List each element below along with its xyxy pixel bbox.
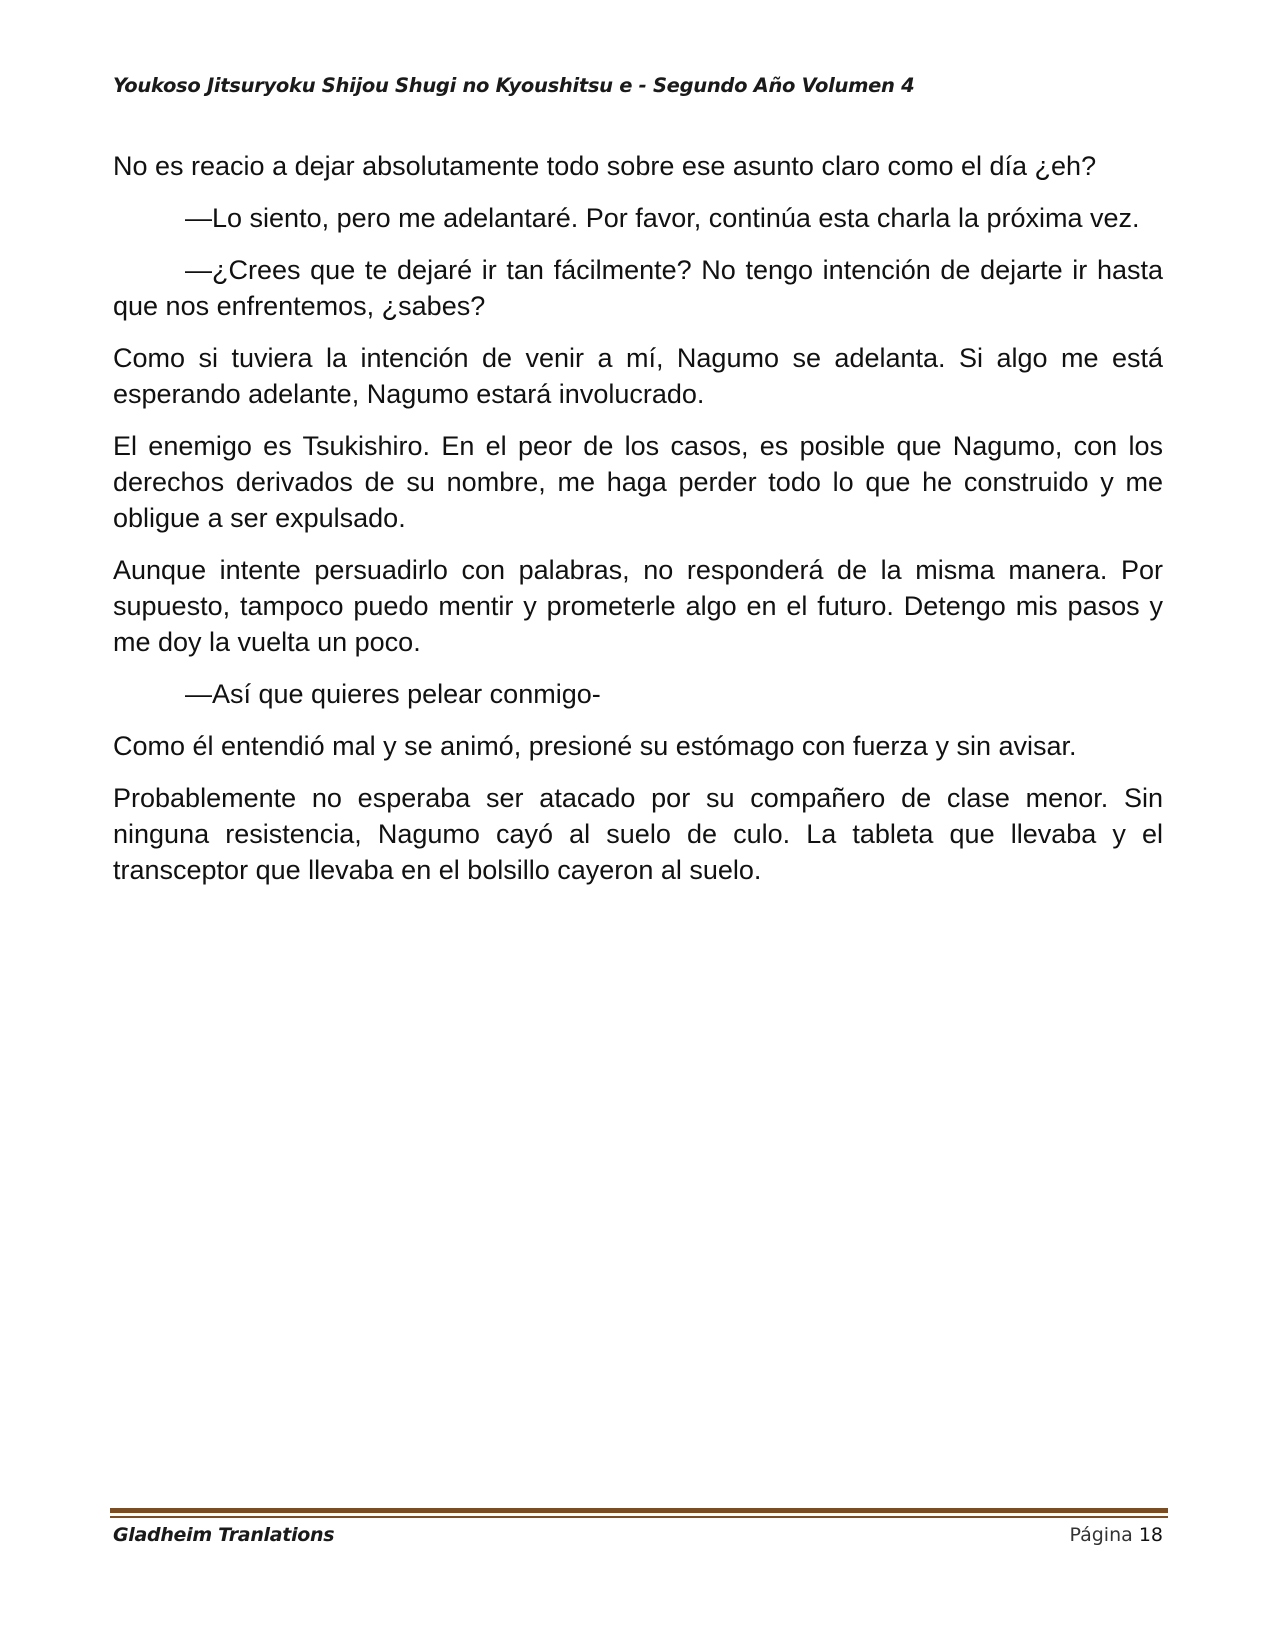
footer-divider-thin bbox=[110, 1516, 1168, 1518]
paragraph-2-dialogue: —Lo siento, pero me adelantaré. Por favor, continúa esta charla la próxima vez. bbox=[185, 203, 1140, 233]
paragraph-4: Como si tuviera la intención de venir a mí, Nagumo se adelanta. Si algo me está esperando adelante, Nagumo estará involucrado. bbox=[113, 343, 1163, 409]
footer-page-number bbox=[1069, 1524, 1163, 1546]
paragraph-8: Como él entendió mal y se animó, presioné su estómago con fuerza y sin avisar. bbox=[113, 731, 1077, 761]
footer-publisher: Gladheim Tranlations bbox=[113, 1524, 335, 1546]
paragraph-9: Probablemente no esperaba ser atacado por su compañero de clase menor. Sin ninguna resistencia, Nagumo cayó al suelo de culo. La tableta que llevaba y el transceptor que llevaba en el bolsillo cayeron al suelo. bbox=[113, 783, 1163, 885]
paragraph-7-dialogue: —Así que quieres pelear conmigo- bbox=[185, 679, 601, 709]
paragraph-3-dialogue: —¿Crees que te dejaré ir tan fácilmente? No tengo intención de dejarte ir hasta que nos enfrentemos, ¿sabes? bbox=[113, 255, 1163, 321]
running-header: Youkoso Jitsuryoku Shijou Shugi no Kyoushitsu e - Segundo Año Volumen 4 bbox=[113, 74, 915, 97]
paragraph-1: No es reacio a dejar absolutamente todo sobre ese asunto claro como el día ¿eh? bbox=[113, 151, 1097, 181]
page-label: Página bbox=[1069, 1524, 1133, 1546]
footer-divider-thick bbox=[110, 1508, 1168, 1513]
page-number: 18 bbox=[1138, 1524, 1163, 1546]
paragraph-6: Aunque intente persuadirlo con palabras, no responderá de la misma manera. Por supuesto, tampoco puedo mentir y prometerle algo en el futuro. Detengo mis pasos y me doy la vuelta un poco. bbox=[113, 555, 1163, 657]
paragraph-5: El enemigo es Tsukishiro. En el peor de los casos, es posible que Nagumo, con los derechos derivados de su nombre, me haga perder todo lo que he construido y me obligue a ser expulsado. bbox=[113, 431, 1163, 533]
body-text bbox=[113, 148, 1163, 904]
